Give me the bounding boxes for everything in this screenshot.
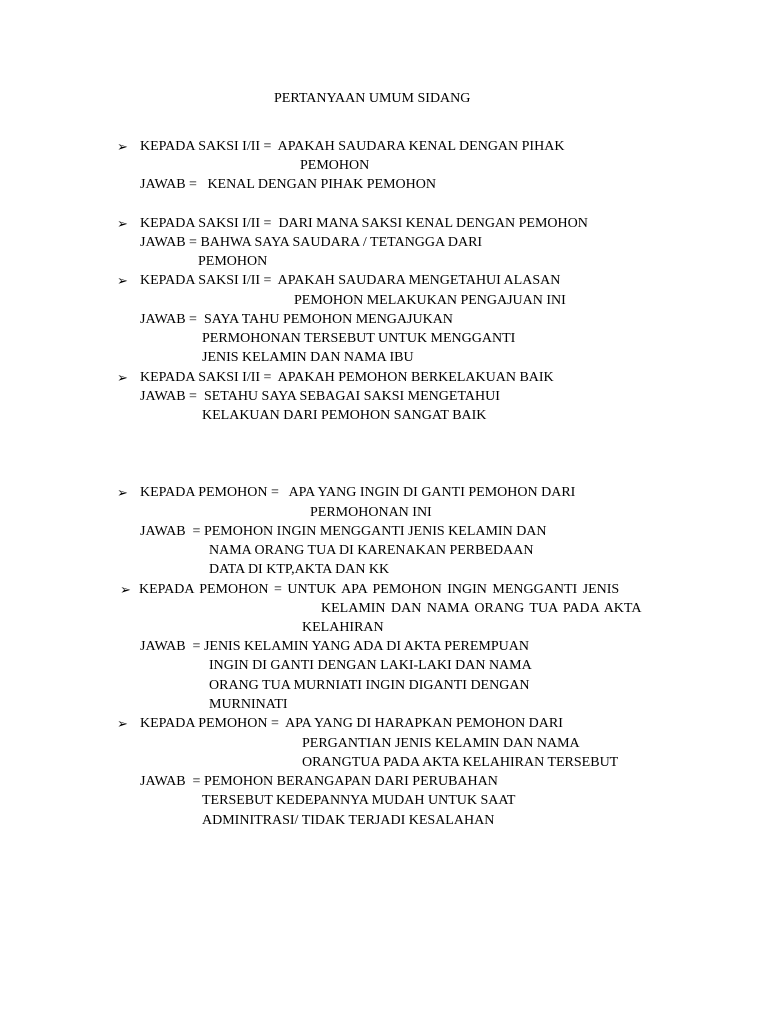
- answer-line: PERMOHONAN TERSEBUT UNTUK MENGGANTI: [202, 331, 516, 346]
- question-line: KEPADA SAKSI I/II = APAKAH SAUDARA MENGETAHUI ALASAN: [140, 273, 561, 288]
- answer-line: NAMA ORANG TUA DI KARENAKAN PERBEDAAN: [209, 543, 534, 558]
- document-title: PERTANYAAN UMUM SIDANG: [274, 91, 471, 106]
- question-line: PERGANTIAN JENIS KELAMIN DAN NAMA: [302, 736, 580, 751]
- answer-line: MURNINATI: [209, 697, 288, 712]
- bullet-icon: ➢: [117, 216, 128, 231]
- question-line: PERMOHONAN INI: [310, 505, 432, 520]
- question-line: KEPADA SAKSI I/II = APAKAH SAUDARA KENAL DENGAN PIHAK: [140, 139, 565, 154]
- answer-line: JAWAB = SAYA TAHU PEMOHON MENGAJUKAN: [140, 312, 453, 327]
- bullet-icon: ➢: [117, 370, 128, 385]
- question-line: KEPADA SAKSI I/II = APAKAH PEMOHON BERKELAKUAN BAIK: [140, 370, 554, 385]
- answer-line: PEMOHON: [198, 254, 268, 269]
- question-line: ORANGTUA PADA AKTA KELAHIRAN TERSEBUT: [302, 755, 619, 770]
- answer-line: JAWAB = SETAHU SAYA SEBAGAI SAKSI MENGETAHUI: [140, 389, 500, 404]
- answer-line: ADMINITRASI/ TIDAK TERJADI KESALAHAN: [202, 813, 495, 828]
- answer-line: TERSEBUT KEDEPANNYA MUDAH UNTUK SAAT: [202, 793, 516, 808]
- answer-line: JAWAB = KENAL DENGAN PIHAK PEMOHON: [140, 177, 436, 192]
- answer-line: ORANG TUA MURNIATI INGIN DIGANTI DENGAN: [209, 678, 530, 693]
- question-line: PEMOHON: [300, 158, 370, 173]
- answer-line: DATA DI KTP,AKTA DAN KK: [209, 562, 390, 577]
- question-line: KELAHIRAN: [302, 620, 384, 635]
- answer-line: JENIS KELAMIN DAN NAMA IBU: [202, 350, 414, 365]
- answer-line: JAWAB = BAHWA SAYA SAUDARA / TETANGGA DARI: [140, 235, 483, 250]
- question-line: KEPADA SAKSI I/II = DARI MANA SAKSI KENAL DENGAN PEMOHON: [140, 216, 588, 231]
- question-line: KEPADA PEMOHON = UNTUK APA PEMOHON INGIN MENGGANTI JENIS: [139, 582, 620, 597]
- answer-line: JAWAB = JENIS KELAMIN YANG ADA DI AKTA PEREMPUAN: [140, 639, 529, 654]
- bullet-icon: ➢: [117, 139, 128, 154]
- bullet-icon: ➢: [117, 273, 128, 288]
- bullet-icon: ➢: [117, 716, 128, 731]
- answer-line: INGIN DI GANTI DENGAN LAKI-LAKI DAN NAMA: [209, 658, 532, 673]
- bullet-icon: ➢: [117, 485, 128, 500]
- question-line: KELAMIN DAN NAMA ORANG TUA PADA AKTA: [321, 601, 642, 616]
- question-line: KEPADA PEMOHON = APA YANG INGIN DI GANTI PEMOHON DARI: [140, 485, 576, 500]
- bullet-icon: ➢: [120, 582, 131, 597]
- answer-line: KELAKUAN DARI PEMOHON SANGAT BAIK: [202, 408, 487, 423]
- answer-line: JAWAB = PEMOHON INGIN MENGGANTI JENIS KELAMIN DAN: [140, 524, 547, 539]
- question-line: PEMOHON MELAKUKAN PENGAJUAN INI: [294, 293, 566, 308]
- answer-line: JAWAB = PEMOHON BERANGAPAN DARI PERUBAHAN: [140, 774, 498, 789]
- question-line: KEPADA PEMOHON = APA YANG DI HARAPKAN PEMOHON DARI: [140, 716, 563, 731]
